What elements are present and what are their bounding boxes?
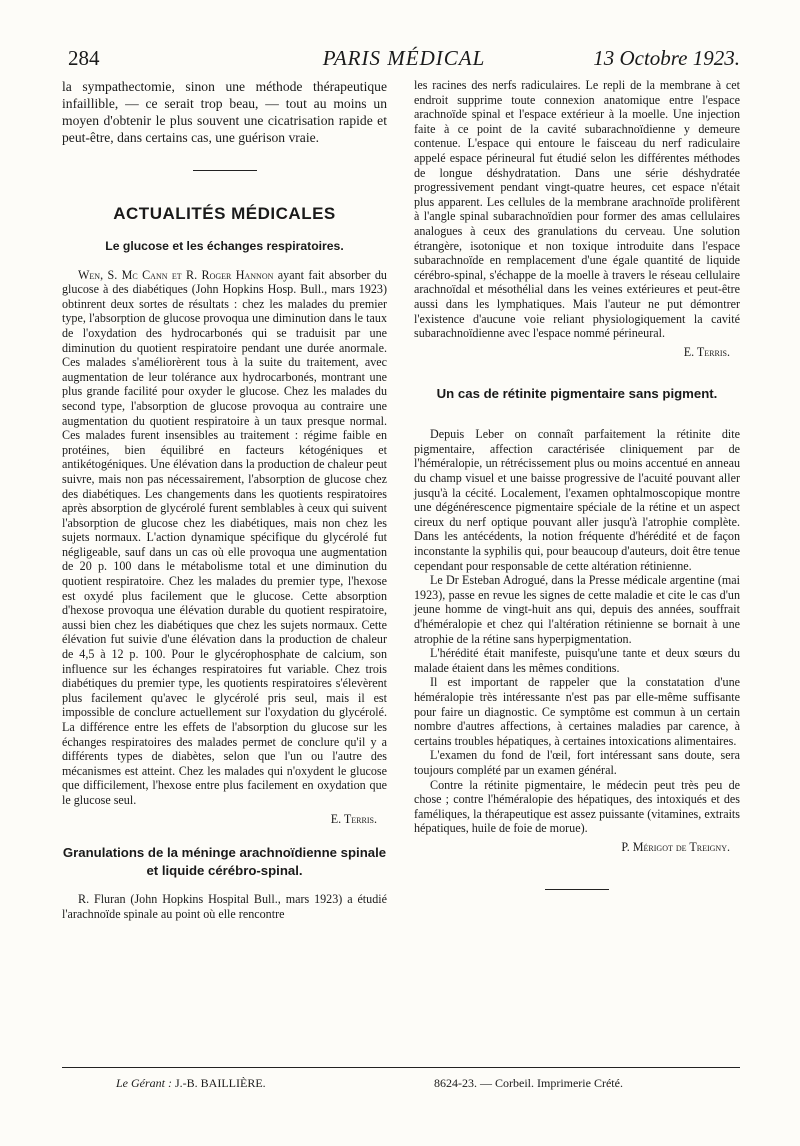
article-title-retinite: Un cas de rétinite pigmentaire sans pigment. bbox=[436, 386, 718, 402]
page-header bbox=[68, 46, 740, 76]
section-divider bbox=[193, 170, 257, 171]
article-paragraph: L'hérédité était manifeste, puisqu'une tante et deux sœurs du malade étaient dans les mêmes conditions. bbox=[414, 646, 740, 675]
article-paragraph: L'examen du fond de l'œil, fort intéressant sans doute, sera toujours complété par un examen général. bbox=[414, 748, 740, 777]
issue-date: 13 Octobre 1923. bbox=[593, 46, 740, 70]
page-number: 284 bbox=[68, 46, 100, 70]
article-body-glucose bbox=[62, 268, 387, 808]
intro-paragraph: la sympathectomie, sinon une méthode thérapeutique infaillible, — ce serait trop beau, — tout au moins un moyen d'obtenir le plus souvent une cicatrisation rapide et peut-être, dans certains cas, une guérison vraie. bbox=[62, 79, 387, 145]
article-paragraph: Le Dr Esteban Adrogué, dans la Presse médicale argentine (mai 1923), passe en revue les signes de cette maladie et cite le cas d'un jeune homme de vingt-huit ans qui, depuis des années, souffrait d'héméralopie et chez qui l'altération rétinienne se bornait à une atrophie de la rétine sans hyperpigmentation. bbox=[414, 573, 740, 646]
article-text: ayant fait absorber du glucose à des diabétiques (John Hopkins Hosp. Bull., mars 1923) obtinrent deux sortes de résultats : chez les malades du premier type, l'absorption de glucose provoqua une diminution dans le taux de l'oxydation des hydrocarbonés qui se traduisit par une diminution du quotient respiratoire pendant une durée anormale. Ces malades s'améliorèrent tous à la suite du traitement, avec augmentation de leur tolérance aux hydrocarbonés, montrant une plus grande facilité pour oxyder le glucose. Chez les malades du second type, l'absorption de glucose provoqua au contraire une augmentation du quotient respiratoire à un taux presque normal. Ces malades furent insensibles au traitement : régime faible en protéines, bien équilibré en facteurs kétogéniques et antikétogéniques. Une élévation dans la production de chaleur peut suivre, mais non pas nécessairement, l'absorption de glucose chez des diabétiques. Les changements dans les quotients respiratoires après absorption de glycérolé furent semblables à ceux qui suivent l'absorption de glucose chez les diabétiques, mais non chez les sujets normaux. L'action dynamique spécifique du glycérolé fut négligeable, sauf dans un cas où elle provoqua une augmentation de 20 p. 100 dans le métabolisme total et une diminution du quotient respiratoire. Chez les malades du premier type, l'hexose est oxydé plus facilement que le glucose. Cette absorption d'hexose provoqua une élévation durable du quotient respiratoire, aussi bien chez les diabétiques que chez les sujets normaux. Cette élévation fut suivie d'une élévation dans la production de chaleur de 4,5 à 12 p. 100. Pour le glycérophosphate de calcium, son influence sur les échanges respiratoires fut variable. Chez trois diabétiques du premier type, les quotients respiratoires s'élevèrent plus facilement qu'avec le glycérolé pris seul, mais il est impossible de conclure actuellement sur l'oxydation du glycérolé. La différence entre les effets de l'absorption du glucose sur les échanges respiratoires des malades permet de conclure qu'il y a différents types de diabètes, selon que l'un ou l'autre des mécanismes est atteint. Chez les malades qui n'oxydent le glucose que difficilement, l'hexose entre plus facilement en oxydation que le glucose seul. bbox=[62, 267, 387, 807]
manager-label: Le Gérant : bbox=[116, 1076, 172, 1090]
manager-credit bbox=[116, 1076, 266, 1091]
article-paragraph: Il est important de rappeler que la constatation d'une héméralopie très intéressante n'est pas par elle-même suffisante pour faire un diagnostic. Ce symptôme est commun à un certain nombre d'autres affections, à certaines maladies par carence, à certains troubles hépatiques, à certaines intoxications alimentaires. bbox=[414, 675, 740, 748]
article-title-glucose: Le glucose et les échanges respiratoires. bbox=[105, 238, 344, 253]
section-divider bbox=[545, 889, 609, 890]
article-paragraph: Contre la rétinite pigmentaire, le médecin peut très peu de chose ; contre l'héméralopie des hépatiques, des intoxiqués et des faméliques, la thérapeutique est assez puissante (vitamines, extraits hépatiques, huile de foie de morue). bbox=[414, 777, 740, 836]
article-authors: Wen, S. Mc Cann et R. Roger Hannon bbox=[78, 267, 274, 282]
article-paragraph: Depuis Leber on connaît parfaitement la rétinite dite pigmentaire, affection caractérisée cliniquement par de l'héméralopie, un rétrécissement plus ou moins accentué en anneau du champ visuel et une baisse progressive de l'acuité pouvant aller jusqu'à la cécité. Localement, l'examen ophtalmoscopique montre une dégénérescence pigmentaire spéciale de la rétine et un aspect cireux du nerf optique pouvant aller jusqu'à l'atrophie complète. Dans les antécédents, la notion fréquente d'hérédité et de façon inconstante la syphilis qui, pour beaucoup d'auteurs, doit être tenue cependant pour responsable de cette altération rétinienne. bbox=[414, 427, 740, 573]
article-body-granulations-continued: les racines des nerfs radiculaires. Le repli de la membrane à cet endroit supprime toute connexion anatomique entre l'espace arachnoïde spinal et l'espace extérieur à la moelle. Une injection faite à ce point de la cavité subarachnoïdienne y demeure contenue. L'espace qui entoure le faisceau du nerf radiculaire appelé espace périneural fut étudié selon les différentes méthodes de longue déshydratation. Dans une série déshydratée progressivement pendant vingt-quatre heures, cet espace n'était plus apparent. Les cellules de la membrane arachnoïde prolifèrent à l'angle spinal subarachnoïdien pour former des amas cellulaires analogues à ceux des granulations du cerveau. Une solution étrangère, isotonique et non toxique introduite dans l'espace subarachnoïde en remplacement d'une égale quantité de liquide cérébro-spinal, s'échappe de la moelle à travers le réseau cellulaire arachnoïdal et mésothélial dans les veines extérieures et peut-être aussi dans les lymphatiques. Mais l'auteur ne put démontrer l'existence d'aucune voie reliant physiologiquement la cavité subarachnoïdienne avec l'espace nommé périneural. bbox=[414, 78, 740, 341]
left-column bbox=[62, 78, 387, 921]
article-title-granulations: Granulations de la méninge arachnoïdienne spinale et liquide cérébro-spinal. bbox=[62, 845, 387, 879]
article-signature: E. Terris. bbox=[330, 811, 377, 826]
right-column bbox=[414, 78, 740, 890]
printer-credit: 8624-23. — Corbeil. Imprimerie Crété. bbox=[434, 1076, 623, 1090]
journal-title: PARIS MÉDICAL bbox=[322, 46, 486, 70]
article-body-granulations: R. Fluran (John Hopkins Hospital Bull., mars 1923) a étudié l'arachnoïde spinale au point où elle rencontre bbox=[62, 892, 387, 921]
article-signature: E. Terris. bbox=[683, 344, 730, 359]
footer-divider bbox=[62, 1067, 740, 1068]
article-signature: P. Mérigot de Treigny. bbox=[621, 839, 730, 854]
manager-name: J.-B. BAILLIÈRE. bbox=[175, 1076, 266, 1090]
section-title: ACTUALITÉS MÉDICALES bbox=[113, 204, 336, 223]
